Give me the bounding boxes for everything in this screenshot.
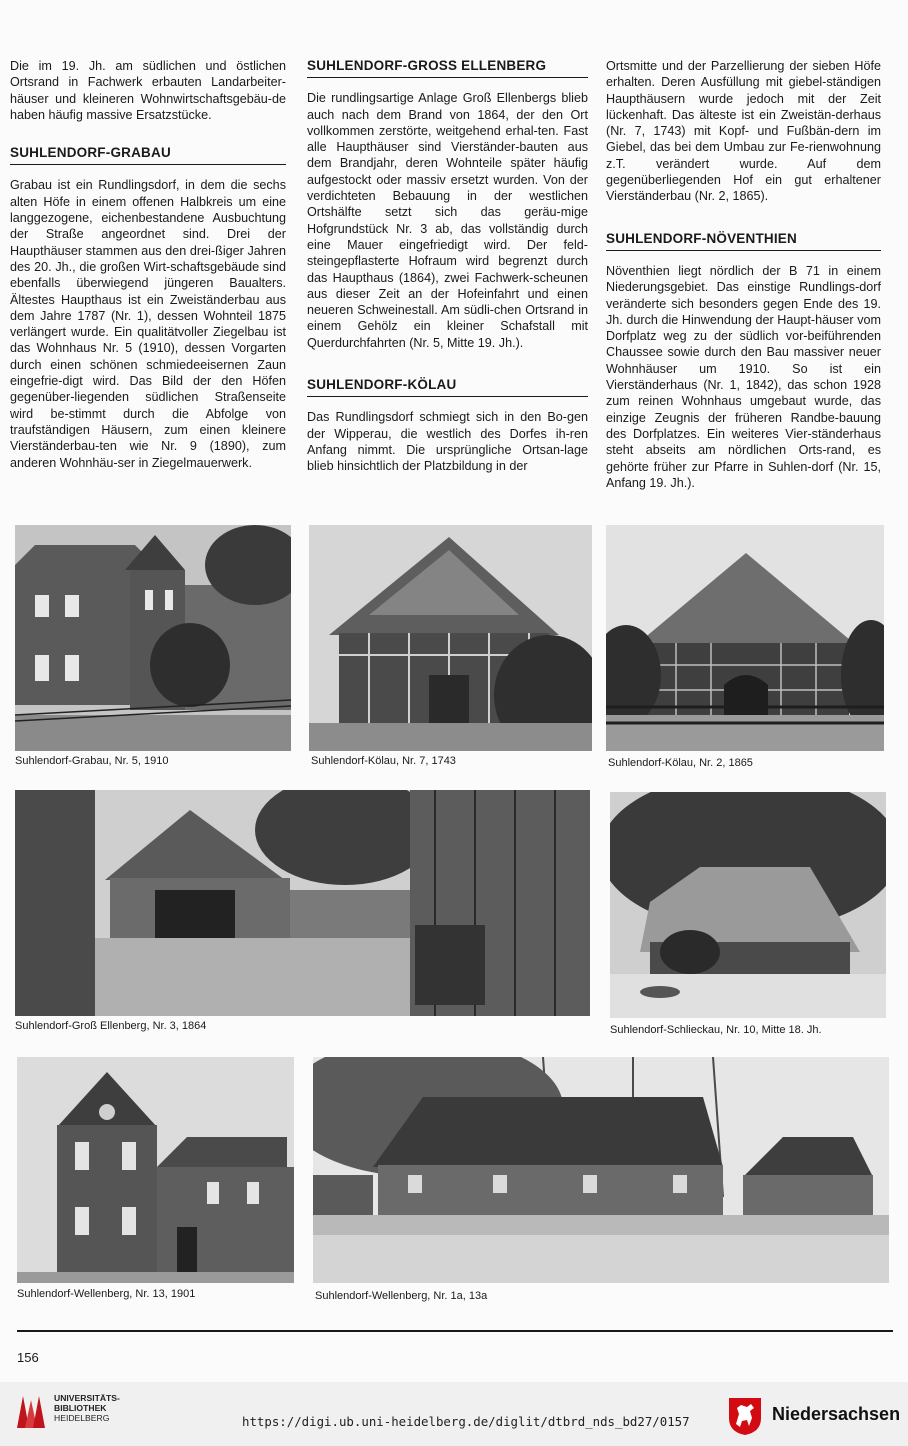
- caption-gross-ellenberg: Suhlendorf-Groß Ellenberg, Nr. 3, 1864: [15, 1020, 207, 1032]
- heading-koelau: SUHLENDORF-KÖLAU: [307, 377, 588, 397]
- library-name-line3: HEIDELBERG: [54, 1413, 110, 1423]
- caption-grabau: Suhlendorf-Grabau, Nr. 5, 1910: [15, 755, 169, 767]
- caption-koelau-7: Suhlendorf-Kölau, Nr. 7, 1743: [311, 755, 456, 767]
- photo-koelau-vierstaenderbau: [606, 525, 884, 751]
- photo-schlieckau-house: [610, 792, 886, 1018]
- koelau-continued-paragraph: Ortsmitte und der Parzellierung der sieben Höfe erhalten. Deren Ausfüllung mit giebel-ständigen Haupthäusern wurde jedoch mit der Zeit lückenhaft. Das älteste ist ein Zweistän-derhaus (Nr. 7, 1743) mit Kopf- und Fußbän-dern im Giebel, das bei dem Umbau zur Fe-rienwohnung z.T. verändert wurde. Auf dem gegenüberliegenden Hof ein gut erhaltener Vierständerbau (Nr. 2, 1865).: [606, 59, 881, 204]
- partner-name: Niedersachsen: [772, 1404, 901, 1424]
- photo-wellenberg-brick-building: [17, 1057, 294, 1283]
- column-2: [307, 58, 588, 475]
- photo-gross-ellenberg-farmyard: [15, 790, 590, 1016]
- noeventhien-paragraph: Növenthien liegt nördlich der B 71 in einem Niederungsgebiet. Das einstige Rundlings-dorf veränderte sich besonders gegen Ende des 19. Jh. durch die Hinwendung der Haupt-häuser vom Dorfplatz weg zu der südlich vor-beiführenden Chaussee sowie durch den Bau massiver neuer Wohnhäuser um 1910. So ist ein Vierständerhaus (Nr. 1, 1842), das schon 1928 zum reinen Wohnhaus umgebaut wurde, das einzige Zeugnis der früheren Randbe-bauung des Dorfplatzes. Ein weiteres Vier-ständerhaus steht abseits am nördlichen Orts-rand, es gehörte früher zur Pfarre in Suhlen-dorf (Nr. 15, Anfang 19. Jh.).: [606, 263, 881, 490]
- library-name-line2: BIBLIOTHEK: [54, 1403, 107, 1413]
- library-logo-icon: [13, 1392, 47, 1430]
- caption-wellenberg-13: Suhlendorf-Wellenberg, Nr. 13, 1901: [17, 1288, 196, 1300]
- page-number: 156: [17, 1350, 39, 1365]
- heading-gross-ellenberg: SUHLENDORF-GROSS ELLENBERG: [307, 58, 588, 78]
- document-url-link[interactable]: https://digi.ub.uni-heidelberg.de/diglit/dtbrd_nds_bd27/0157: [242, 1414, 690, 1429]
- caption-koelau-2: Suhlendorf-Kölau, Nr. 2, 1865: [608, 757, 753, 769]
- koelau-paragraph: Das Rundlingsdorf schmiegt sich in den Bo-gen der Wipperau, die westlich des Dorfes ih-ren Anfang nimmt. Die ursprüngliche Ortsan-lage blieb hinsichtlich der Platzbildung in der: [307, 410, 588, 474]
- caption-schlieckau: Suhlendorf-Schlieckau, Nr. 10, Mitte 18. Jh.: [610, 1024, 822, 1036]
- column-1: [10, 58, 286, 471]
- niedersachsen-horse-icon: [727, 1396, 763, 1436]
- library-name: [54, 1393, 120, 1423]
- grabau-paragraph: Grabau ist ein Rundlingsdorf, in dem die sechs alten Höfe in einem offenen Halbkreis um eine langgezogene, eichenbestandene Ausbuchtung der Straße angeordnet sind. Drei der Haupthäuser stammen aus den drei-ßiger Jahren des 20. Jh., die großen Wirt-schaftsgebäude sind ebenfalls überwiegend jüngeren Baualters. Ältestes Haupthaus ist ein Zweiständerbau aus dem Jahre 1787 (Nr. 1), dessen Wohnteil 1875 verlängert wurde. Ein qualitätvoller Ziegelbau ist das Wohnhaus Nr. 5 (1910), dessen Vorgarten durch einen schönen schmiedeeisernen Zaun eingefrie-digt wird. Das Bild der den Höfen gegenüber-liegenden südlichen Straßenseite wird be-stimmt durch die Abfolge von traufständigen Häusern, zum einen kleinere Vierständerbau-ten wie Nr. 9 (1890), zum anderen Wohnhäu-ser in Ziegelmauerwerk.: [10, 178, 286, 470]
- library-name-line1: UNIVERSITÄTS-: [54, 1393, 120, 1403]
- heading-grabau: SUHLENDORF-GRABAU: [10, 145, 286, 165]
- footer-rule: [17, 1330, 893, 1332]
- column-3: [606, 58, 881, 491]
- caption-wellenberg-1a: Suhlendorf-Wellenberg, Nr. 1a, 13a: [315, 1290, 488, 1302]
- heading-noeventhien: SUHLENDORF-NÖVENTHIEN: [606, 231, 881, 251]
- photo-koelau-thatched-house: [309, 525, 592, 751]
- gross-ellenberg-paragraph: Die rundlingsartige Anlage Groß Ellenbergs blieb auch nach dem Brand von 1864, der den Ort vollkommen zerstörte, weitgehend erhal-ten. Fast alle Haupthäuser sind Vierständer-bauten aus dem Brandjahr, deren Wohnteile später häufig aufgestockt oder massiv ersetzt wurden. Von der verdichteten Bebauung in der westlichen Ortshälfte setzt sich das geräu-mige Hofgrundstück Nr. 3 ab, das vollständig durch eine Mauer eingefriedigt wird. Der feld-steingepflasterte Hofraum wird begrenzt durch das Haupthaus (1864), zwei Fachwerk-scheunen aus dieser Zeit an der Hofeinfahrt und einen neueren Schweinestall. Am südli-chen Ortsrand in einem Gehölz ein kleiner Schafstall mit Querdurchfahrten (Nr. 5, Mitte 19. Jh.).: [307, 91, 588, 350]
- photo-wellenberg-farmhouses: [313, 1057, 889, 1283]
- intro-paragraph: Die im 19. Jh. am südlichen und östlichen Ortsrand in Fachwerk erbauten Landarbeiter-häuser und kleineren Wohnwirtschaftsgebäu-de haben häufig massive Ersatzstücke.: [10, 59, 286, 122]
- photo-grabau-brick-house: [15, 525, 291, 751]
